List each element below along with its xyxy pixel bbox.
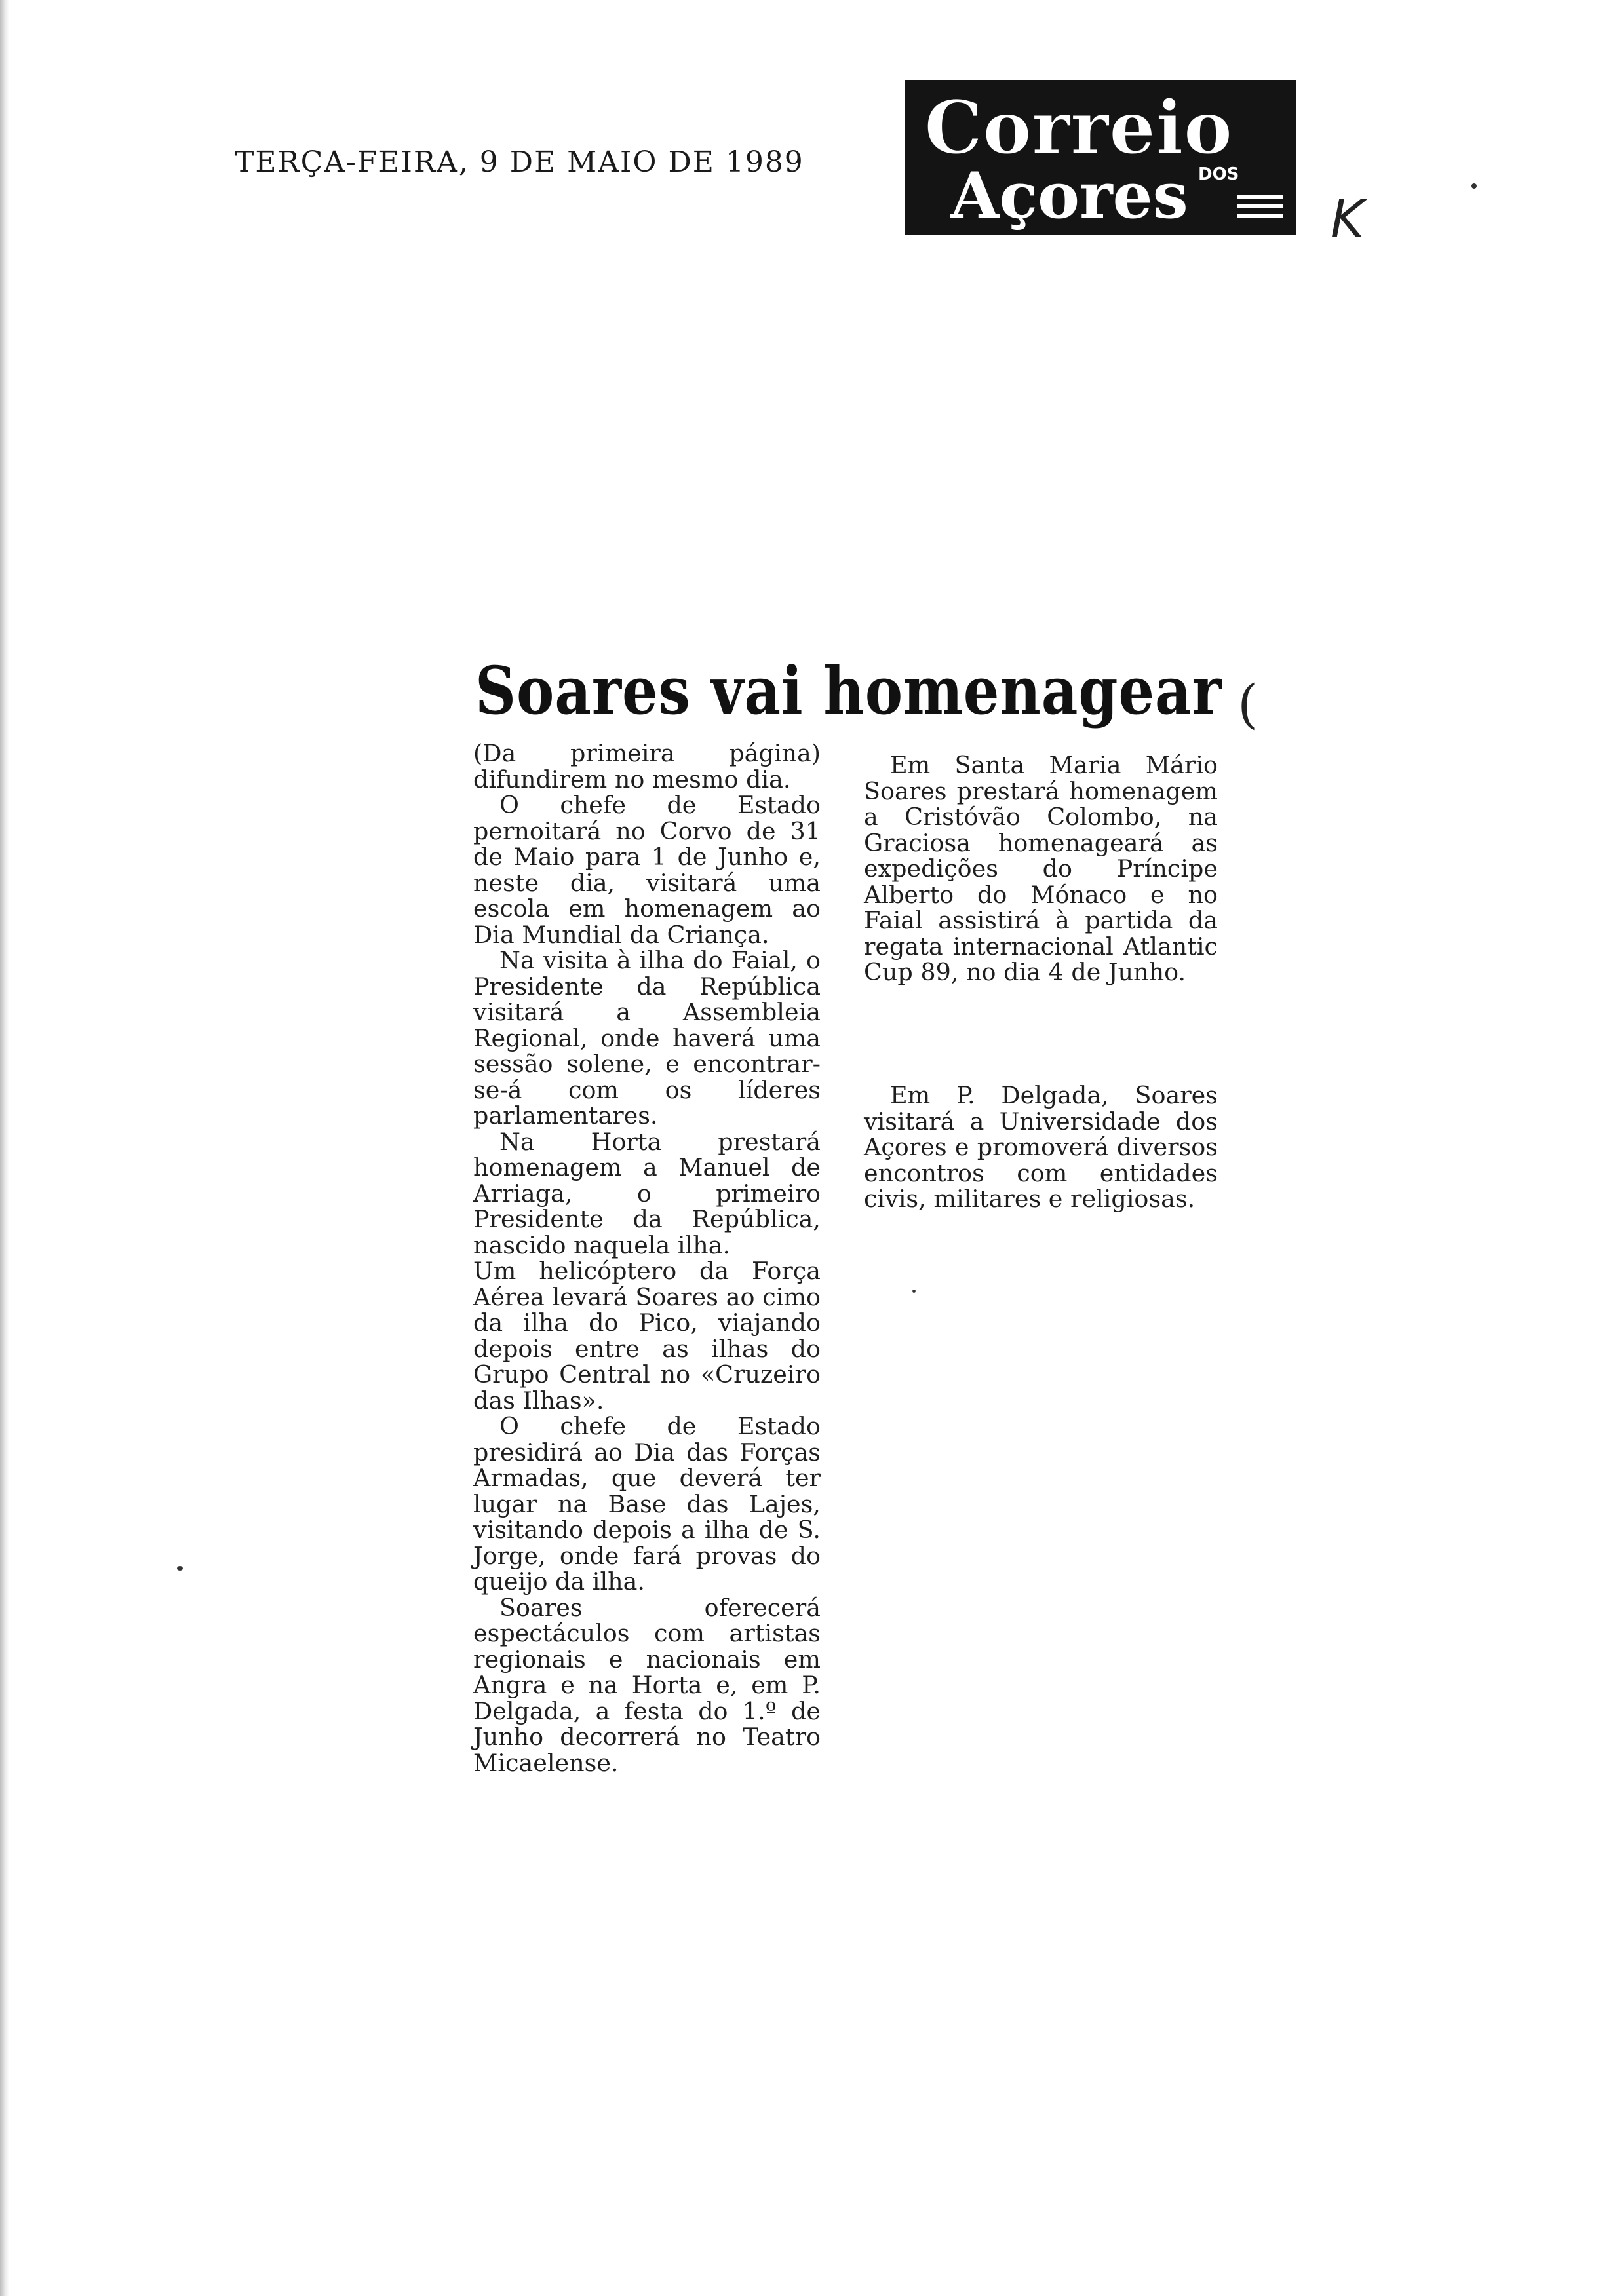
paragraph: O chefe de Estado presidirá ao Dia das Forças Armadas, que deverá ter lugar na Base das Lajes, visitando depois a ilha de S. Jorge, onde fará provas do queijo da ilha. bbox=[473, 1412, 821, 1596]
article-headline: Soares vai homenagear bbox=[475, 652, 1222, 729]
bracket-mark: ( bbox=[1237, 674, 1258, 735]
paragraph: Em Santa Maria Mário Soares prestará homenagem a Cristóvão Colombo, na Graciosa homenageará as expedições do Príncipe Alberto do Mónaco e no Faial assistirá à partida da regata internacional Atlantic Cup 89, no dia 4 de Junho. bbox=[864, 751, 1218, 986]
article-column-right bbox=[864, 752, 1218, 985]
article-column-right-lower bbox=[864, 1082, 1218, 1212]
paragraph: Soares oferecerá espectáculos com artistas regionais e nacionais em Angra e na Horta e, em P. Delgada, a festa do 1.º de Junho decorrerá no Teatro Micaelense. bbox=[473, 1593, 821, 1777]
scan-edge-shadow bbox=[0, 0, 9, 2296]
article-column-left bbox=[473, 740, 821, 1776]
ink-speck bbox=[1471, 183, 1477, 189]
masthead-line1: Correio bbox=[924, 85, 1233, 171]
newspaper-masthead-logo bbox=[905, 80, 1296, 235]
masthead-line2: Açores bbox=[950, 159, 1188, 233]
paragraph: Na visita à ilha do Faial, o Presidente da República visitará a Assembleia Regional, onde haverá uma sessão solene, e encontrar-se-á com os líderes parlamentares. bbox=[473, 946, 821, 1130]
paragraph: O chefe de Estado pernoitará no Corvo de 31 de Maio para 1 de Junho e, neste dia, visitará uma escola em homenagem ao Dia Mundial da Criança. bbox=[473, 791, 821, 949]
ink-speck bbox=[177, 1566, 183, 1571]
ink-speck bbox=[912, 1290, 916, 1293]
handwritten-mark: K bbox=[1331, 190, 1365, 249]
masthead-small: DOS bbox=[1198, 164, 1239, 184]
paragraph: Na Horta prestará homenagem a Manuel de Arriaga, o primeiro Presidente da República, nascido naquela ilha. bbox=[473, 1127, 821, 1259]
paragraph: Em P. Delgada, Soares visitará a Universidade dos Açores e promoverá diversos encontros com entidades civis, militares e religiosas. bbox=[864, 1081, 1218, 1213]
issue-date: TERÇA-FEIRA, 9 DE MAIO DE 1989 bbox=[235, 145, 804, 179]
paragraph: Um helicóptero da Força Aérea levará Soares ao cimo da ilha do Pico, viajando depois entre as ilhas do Grupo Central no «Cruzeiro das Ilhas». bbox=[473, 1257, 821, 1415]
paragraph: (Da primeira página) difundirem no mesmo dia. bbox=[473, 739, 821, 794]
